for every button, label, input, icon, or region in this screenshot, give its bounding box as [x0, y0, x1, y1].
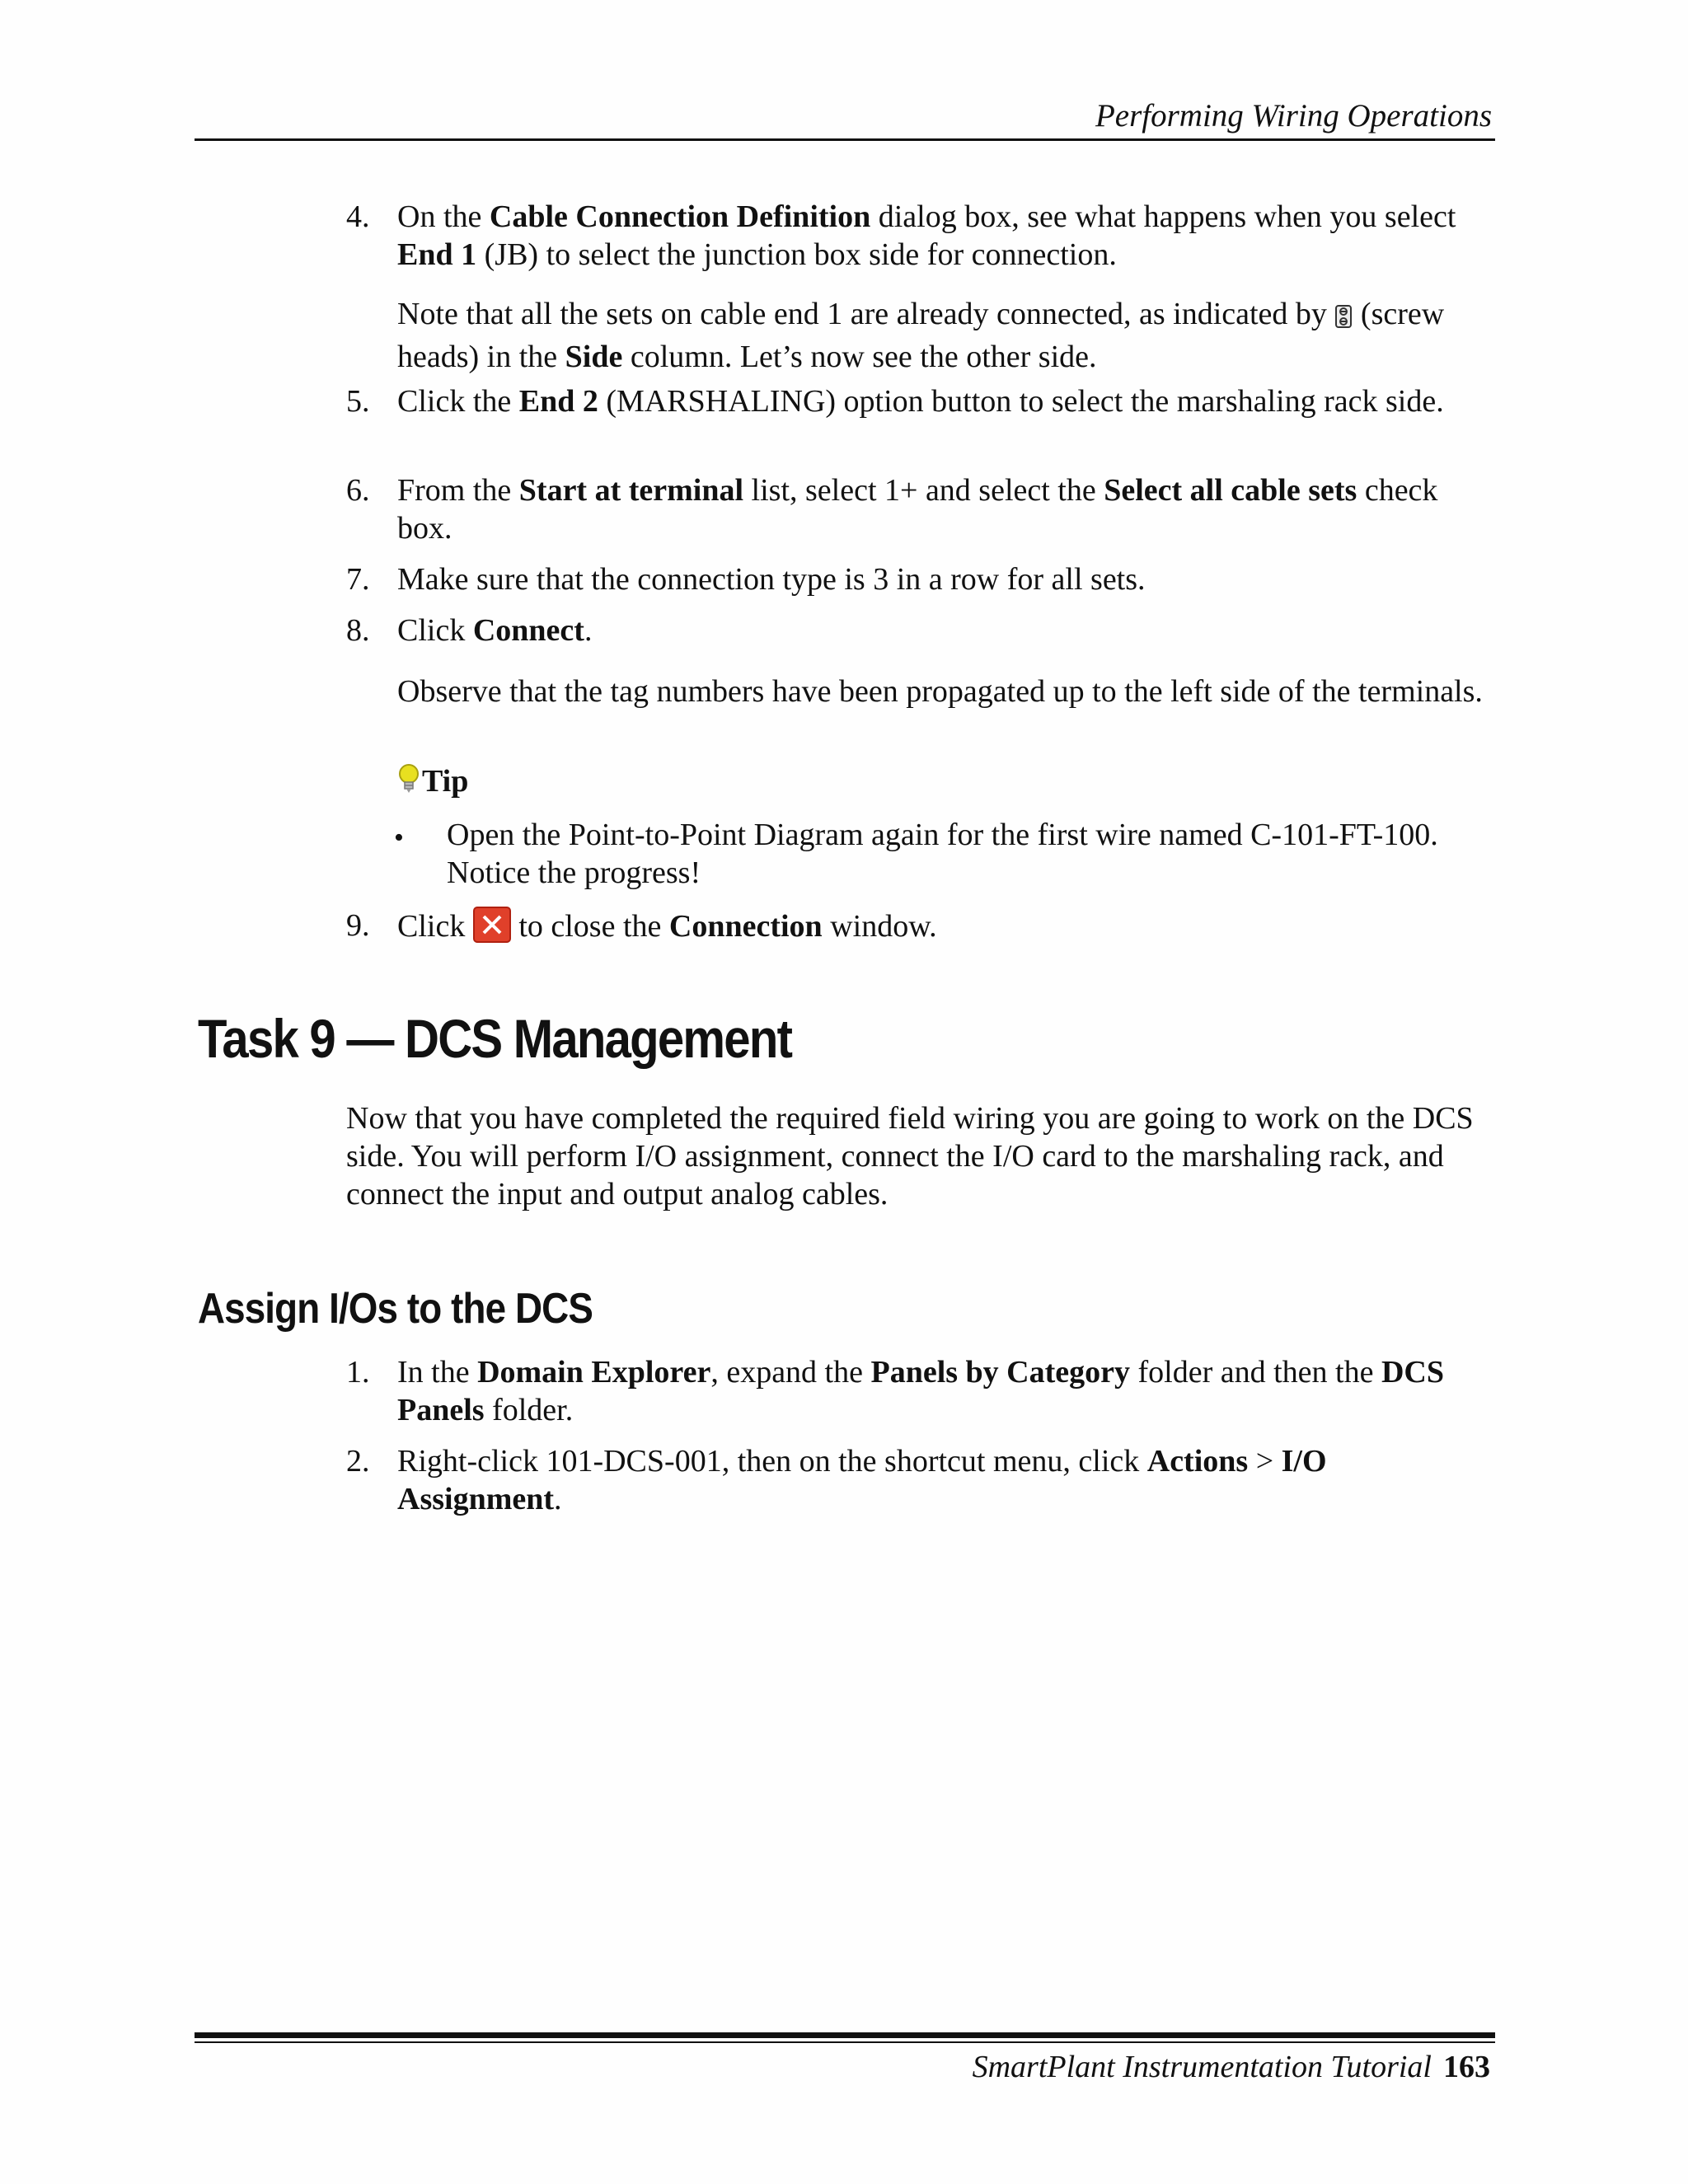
task-heading: Task 9 — DCS Management — [198, 1008, 792, 1069]
step-text: Click Connect. — [397, 613, 593, 648]
header-rule — [195, 138, 1495, 141]
section-heading: Assign I/Os to the DCS — [198, 1285, 593, 1333]
step-number: 7. — [346, 562, 370, 597]
step-5 — [346, 382, 1484, 420]
step-number: 8. — [346, 613, 370, 648]
step-number: 4. — [346, 199, 370, 234]
page-number: 163 — [1443, 2050, 1490, 2084]
step-1 — [346, 1353, 1484, 1429]
step-number: 9. — [346, 908, 370, 943]
step-number: 6. — [346, 473, 370, 508]
tip-heading: Tip — [397, 763, 468, 803]
footer-title: SmartPlant Instrumentation Tutorial — [972, 2050, 1432, 2084]
lightbulb-icon — [397, 763, 420, 803]
step-number: 1. — [346, 1355, 370, 1390]
page-footer — [195, 2049, 1490, 2085]
step-8 — [346, 612, 1484, 649]
bullet-dot: • — [394, 823, 404, 853]
screw-heads-icon — [1334, 300, 1353, 338]
step-9 — [346, 907, 1484, 952]
running-head: Performing Wiring Operations — [1095, 98, 1492, 134]
step-6 — [346, 471, 1484, 547]
step-text: On the Cable Connection Definition dialog box, see what happens when you select End 1 (JB) to select the junction box side for connection. — [397, 199, 1456, 272]
step-4 — [346, 198, 1484, 274]
step-number: 2. — [346, 1444, 370, 1479]
step-text: Click the End 2 (MARSHALING) option button to select the marshaling rack side. — [397, 384, 1444, 419]
task-intro-paragraph: Now that you have completed the required field wiring you are going to work on the DCS side. You will perform I/O assignment, connect the I/O card to the marshaling rack, and connect the input and output analog cables. — [346, 1101, 1474, 1212]
footer-rule-thin — [195, 2041, 1495, 2043]
close-window-icon — [473, 907, 511, 952]
step-text: Click to close the Connection window. — [397, 907, 1484, 952]
step-text: From the Start at terminal list, select 1+ and select the Select all cable sets check box. — [397, 473, 1438, 546]
step-number: 5. — [346, 384, 370, 419]
step-text: Make sure that the connection type is 3 in a row for all sets. — [397, 562, 1146, 597]
footer-rule — [195, 2032, 1495, 2038]
step-text: Right-click 101-DCS-001, then on the shortcut menu, click Actions > I/O Assignment. — [397, 1444, 1327, 1516]
note-paragraph: Note that all the sets on cable end 1 are already connected, as indicated by (screw heads) in the Side column. Let’s now see the other side. — [397, 297, 1445, 374]
step-text: In the Domain Explorer, expand the Panels by Category folder and then the DCS Panels folder. — [397, 1355, 1444, 1427]
step-2 — [346, 1442, 1484, 1518]
observe-paragraph: Observe that the tag numbers have been propagated up to the left side of the terminals. — [397, 674, 1483, 709]
step-7 — [346, 560, 1484, 598]
tip-bullet-text: Open the Point-to-Point Diagram again for the first wire named C-101-FT-100. Notice the progress! — [447, 818, 1438, 890]
